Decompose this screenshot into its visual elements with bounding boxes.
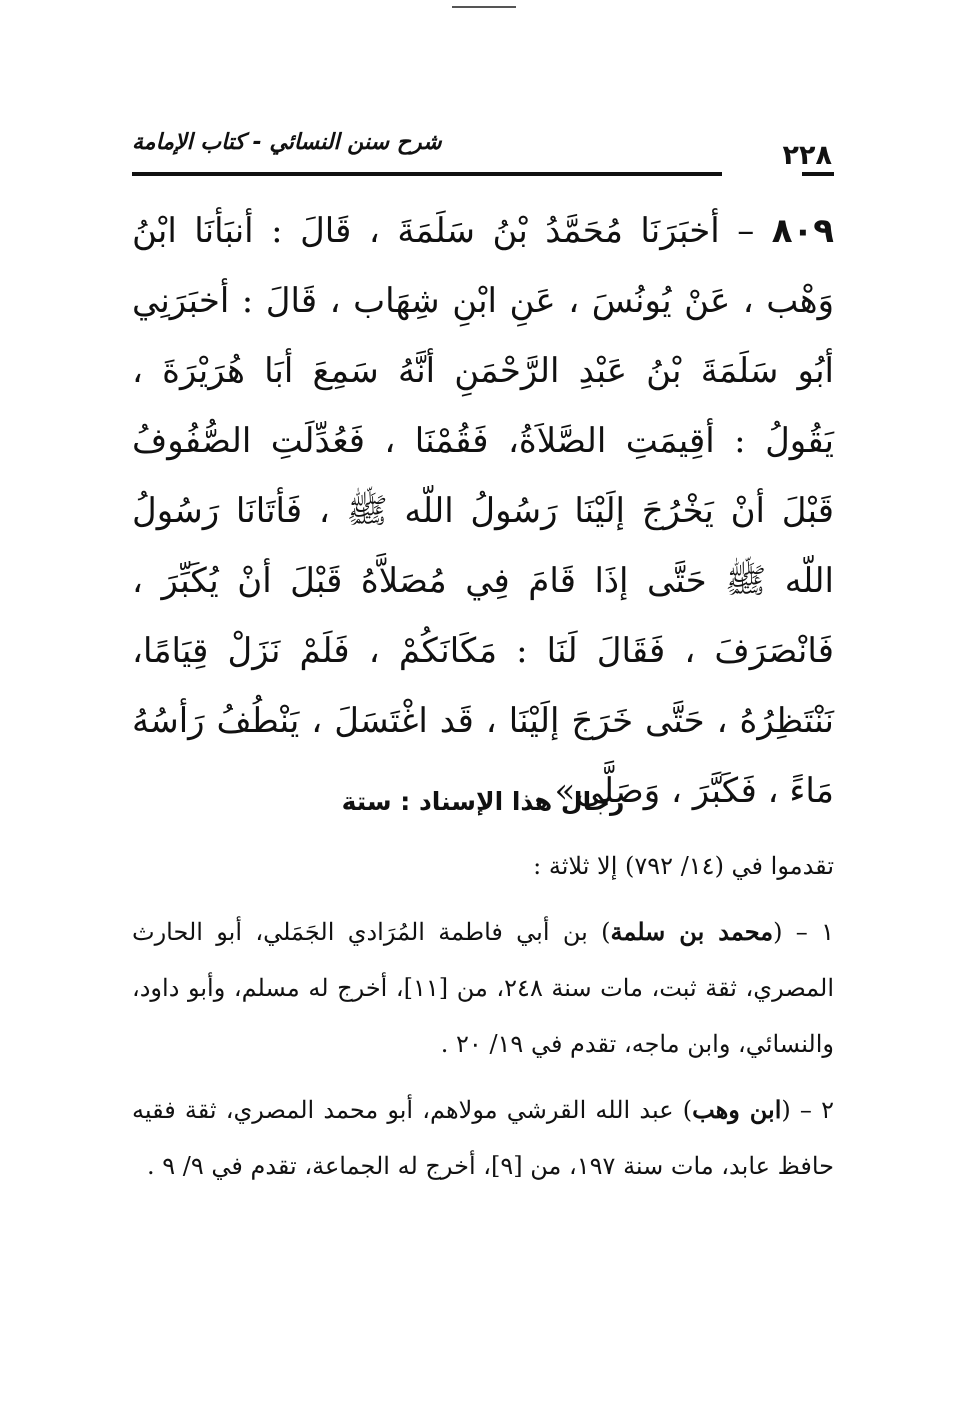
page-header	[132, 128, 832, 178]
narrator-description: ) بن أبي فاطمة المُرَادي الجَمَلي، أبو الحارث المصري، ثقة ثبت، مات سنة ٢٤٨، من [١١]، أخرج له مسلم، وأبو داود، والنسائي، وابن ماجه، تقدم في ١٩/ ٢٠ .	[132, 918, 834, 1058]
section-intro: تقدموا في (١٤/ ٧٩٢) إلا ثلاثة :	[533, 852, 834, 880]
section-title: رجال هذا الإسناد : ستة	[341, 787, 625, 816]
hadith-text: – أخبَرَنَا مُحَمَّدُ بْنُ سَلَمَةَ ، قَالَ : أنبَأنَا ابْنُ وَهْب ، عَنْ يُونُسَ ، عَنِ ابْنِ شِهَاب ، قَالَ : أخبَرَنِي أبُو سَلَمَةَ بْنُ عَبْدِ الرَّحْمَنِ أنَّهُ سَمِعَ أبَا هُرَيْرَةَ ، يَقُولُ : أقِيمَتِ الصَّلاَةُ، فَقُمْنَا ، فَعُدِّلَتِ الصُّفُوفُ قَبْلَ أنْ يَخْرُجَ إلَيْنَا رَسُولُ اللّه ﷺ ، فَأتَانَا رَسُولُ اللّه ﷺ حَتَّى إذَا قَامَ فِي مُصَلاَّهُ قَبْلَ أنْ يُكَبِّرَ ، فَانْصَرَفَ ، فَقَالَ لَنَا : مَكَانَكُمْ ، فَلَمْ نَزَلْ قِيَامًا، نَنْتَظِرُهُ ، حَتَّى خَرَجَ إلَيْنَا ، قَد اغْتَسَلَ ، يَنْطُفُ رَأسُهُ مَاءً ، فَكَبَّرَ ، وَصَلَّى» .	[132, 211, 834, 811]
running-title: شرح سنن النسائي - كتاب الإمامة	[132, 130, 442, 155]
narrator-entry	[132, 1082, 834, 1194]
header-rule-dash	[802, 172, 834, 176]
hadith-number: ٨٠٩	[771, 211, 834, 251]
header-rule	[132, 172, 722, 176]
narrator-name: ابن وهب	[692, 1095, 782, 1124]
narrator-name: محمد بن سلمة	[610, 917, 774, 946]
narrator-prefix: ٢ – (	[781, 1096, 834, 1124]
page-number: ٢٢٨	[782, 140, 832, 171]
narrator-description: ) عبد الله القرشي مولاهم، أبو محمد المصري، ثقة فقيه حافظ عابد، مات سنة ١٩٧، من [٩]، أخرج له الجماعة، تقدم في ٩/ ٩ .	[132, 1096, 834, 1180]
narrator-prefix: ١ – (	[773, 918, 835, 946]
narrator-entry	[132, 904, 834, 1072]
hadith-text-block	[132, 196, 834, 826]
scan-top-mark	[452, 6, 516, 8]
